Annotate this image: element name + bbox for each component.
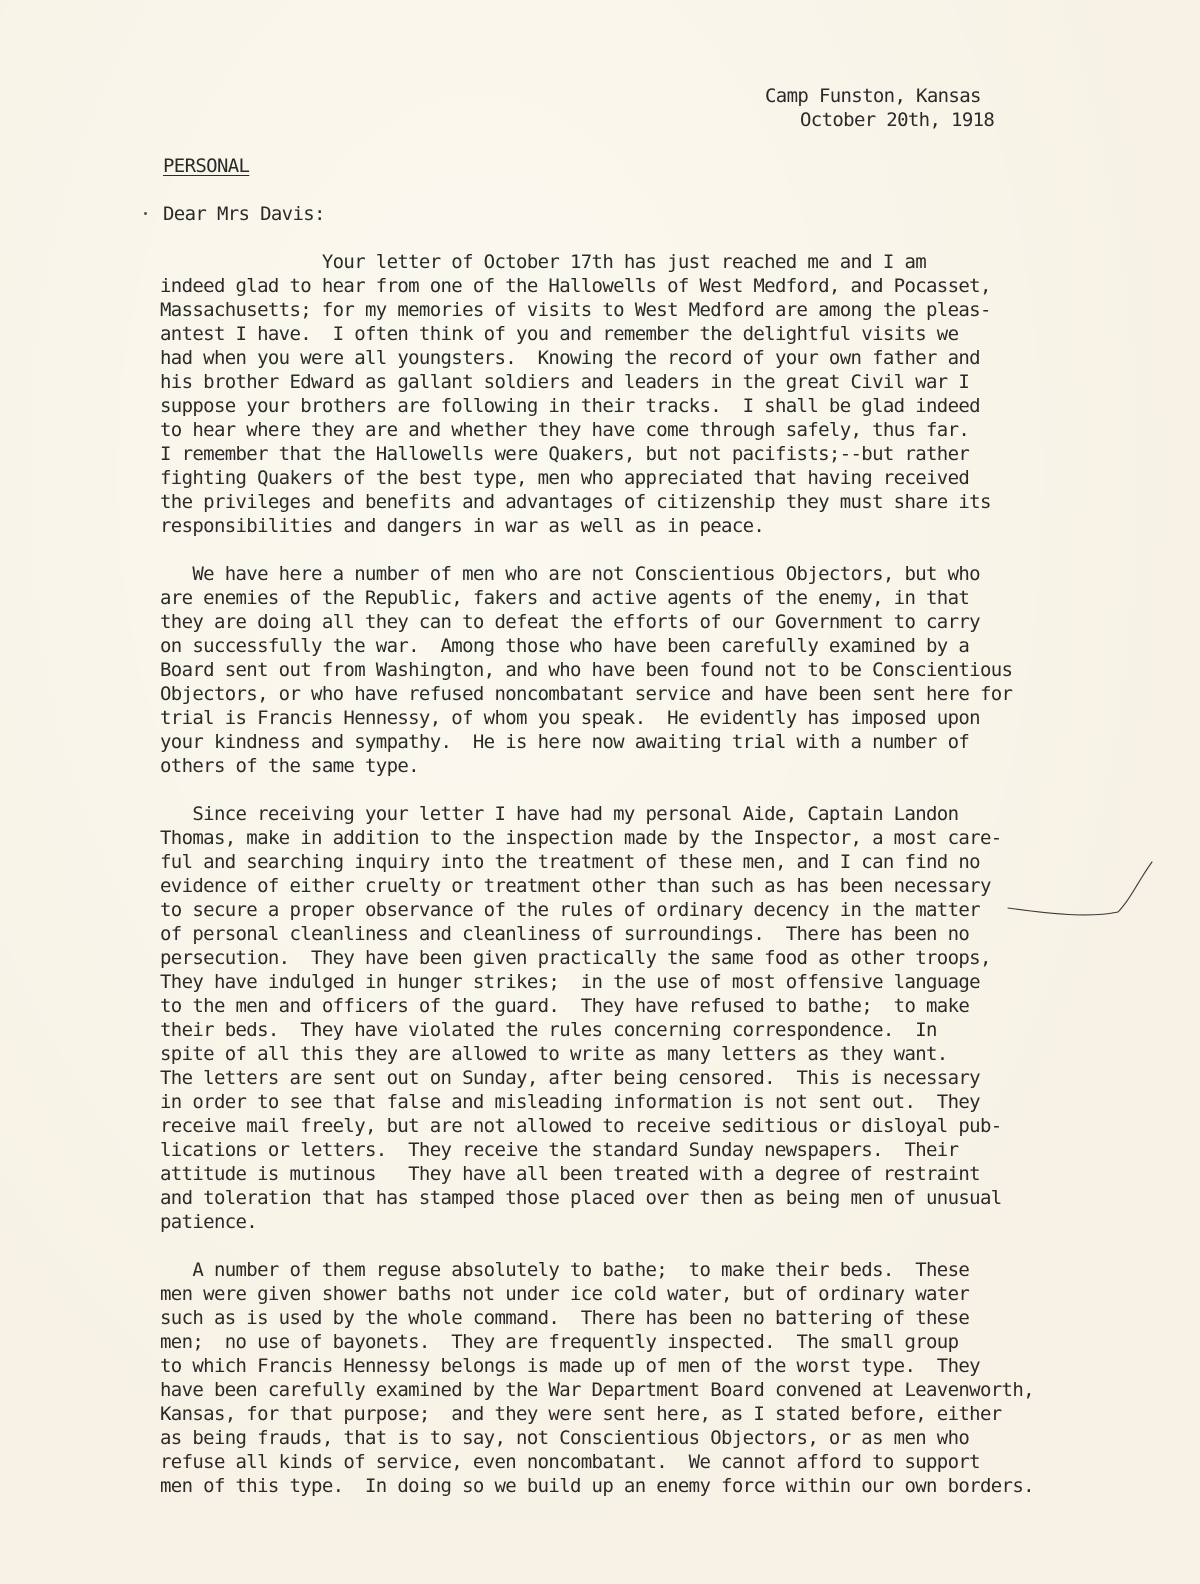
paragraph-line: to the men and officers of the guard. They have refused to bathe; to make xyxy=(160,995,970,1017)
paragraph-line: The letters are sent out on Sunday, after being censored. This is necessary xyxy=(160,1067,980,1089)
paragraph-line: of personal cleanliness and cleanliness of surroundings. There has been no xyxy=(160,923,970,945)
letter-paragraph xyxy=(160,1258,1120,1498)
paragraph-line: and toleration that has stamped those placed over then as being men of unusual xyxy=(160,1187,1002,1209)
paragraph-line: spite of all this they are allowed to write as many letters as they want. xyxy=(160,1043,948,1065)
paragraph-line: Your letter of October 17th has just reached me and I am xyxy=(160,251,927,273)
paragraph-line: Board sent out from Washington, and who have been found not to be Conscientious xyxy=(160,659,1013,681)
paragraph-line: in order to see that false and misleading information is not sent out. They xyxy=(160,1091,980,1113)
paragraph-line: to secure a proper observance of the rules of ordinary decency in the matter xyxy=(160,899,980,921)
paragraph-line: Objectors, or who have refused noncombatant service and have been sent here for xyxy=(160,683,1013,705)
paragraph-line: such as is used by the whole command. There has been no battering of these xyxy=(160,1307,970,1329)
margin-mark xyxy=(144,212,147,215)
paragraph-line: responsibilities and dangers in war as well as in peace. xyxy=(160,515,765,537)
paragraph-line: men were given shower baths not under ice cold water, but of ordinary water xyxy=(160,1283,970,1305)
paragraph-line: his brother Edward as gallant soldiers and leaders in the great Civil war I xyxy=(160,371,970,393)
personal-marking: PERSONAL xyxy=(163,155,250,177)
letter-paragraph xyxy=(160,802,1120,1234)
paragraph-line: on successfully the war. Among those who have been carefully examined by a xyxy=(160,635,970,657)
paragraph-line: They have indulged in hunger strikes; in the use of most offensive language xyxy=(160,971,980,993)
letter-date: October 20th, 1918 xyxy=(800,109,995,131)
paragraph-line: antest I have. I often think of you and remember the delightful visits we xyxy=(160,323,959,345)
paragraph-line: fighting Quakers of the best type, men who appreciated that having received xyxy=(160,467,970,489)
paragraph-line: to hear where they are and whether they have come through safely, thus far. xyxy=(160,419,970,441)
paragraph-line: We have here a number of men who are not Conscientious Objectors, but who xyxy=(160,563,980,585)
paragraph-line: men; no use of bayonets. They are frequently inspected. The small group xyxy=(160,1331,959,1353)
paragraph-line: attitude is mutinous They have all been treated with a degree of restraint xyxy=(160,1163,980,1185)
letter-paragraph xyxy=(160,562,1120,778)
paragraph-line: I remember that the Hallowells were Quakers, but not pacifists;--but rather xyxy=(160,443,970,465)
paragraph-line: evidence of either cruelty or treatment other than such as has been necessary xyxy=(160,875,991,897)
paragraph-line: are enemies of the Republic, fakers and active agents of the enemy, in that xyxy=(160,587,970,609)
paragraph-line: persecution. They have been given practically the same food as other troops, xyxy=(160,947,991,969)
paragraph-line: indeed glad to hear from one of the Hallowells of West Medford, and Pocasset, xyxy=(160,275,991,297)
paragraph-line: to which Francis Hennessy belongs is made up of men of the worst type. They xyxy=(160,1355,980,1377)
paragraph-line: have been carefully examined by the War Department Board convened at Leavenworth, xyxy=(160,1379,1034,1401)
paragraph-line: patience. xyxy=(160,1211,258,1233)
letter-body xyxy=(160,250,1120,1522)
paragraph-line: suppose your brothers are following in their tracks. I shall be glad indeed xyxy=(160,395,980,417)
letter-place: Camp Funston, Kansas xyxy=(765,85,981,107)
paragraph-line: their beds. They have violated the rules concerning correspondence. In xyxy=(160,1019,937,1041)
paragraph-line: Thomas, make in addition to the inspection made by the Inspector, a most care- xyxy=(160,827,1002,849)
paragraph-line: Since receiving your letter I have had my personal Aide, Captain Landon xyxy=(160,803,959,825)
paragraph-line: A number of them reguse absolutely to bathe; to make their beds. These xyxy=(160,1259,970,1281)
paragraph-line: lications or letters. They receive the standard Sunday newspapers. Their xyxy=(160,1139,959,1161)
paragraph-line: as being frauds, that is to say, not Conscientious Objectors, or as men who xyxy=(160,1427,970,1449)
paragraph-line: ful and searching inquiry into the treatment of these men, and I can find no xyxy=(160,851,980,873)
letter-paragraph xyxy=(160,250,1120,538)
paragraph-line: others of the same type. xyxy=(160,755,419,777)
paragraph-line: trial is Francis Hennessy, of whom you speak. He evidently has imposed upon xyxy=(160,707,980,729)
salutation: Dear Mrs Davis: xyxy=(163,203,325,225)
paragraph-line: the privileges and benefits and advantages of citizenship they must share its xyxy=(160,491,991,513)
paragraph-line: had when you were all youngsters. Knowing the record of your own father and xyxy=(160,347,980,369)
paragraph-line: your kindness and sympathy. He is here now awaiting trial with a number of xyxy=(160,731,970,753)
paragraph-line: Kansas, for that purpose; and they were sent here, as I stated before, either xyxy=(160,1403,1002,1425)
paragraph-line: refuse all kinds of service, even noncombatant. We cannot afford to support xyxy=(160,1451,980,1473)
paragraph-line: men of this type. In doing so we build up an enemy force within our own borders. xyxy=(160,1475,1034,1497)
paragraph-line: Massachusetts; for my memories of visits to West Medford are among the pleas- xyxy=(160,299,991,321)
paragraph-line: receive mail freely, but are not allowed to receive seditious or disloyal pub- xyxy=(160,1115,1002,1137)
paragraph-line: they are doing all they can to defeat the efforts of our Government to carry xyxy=(160,611,980,633)
